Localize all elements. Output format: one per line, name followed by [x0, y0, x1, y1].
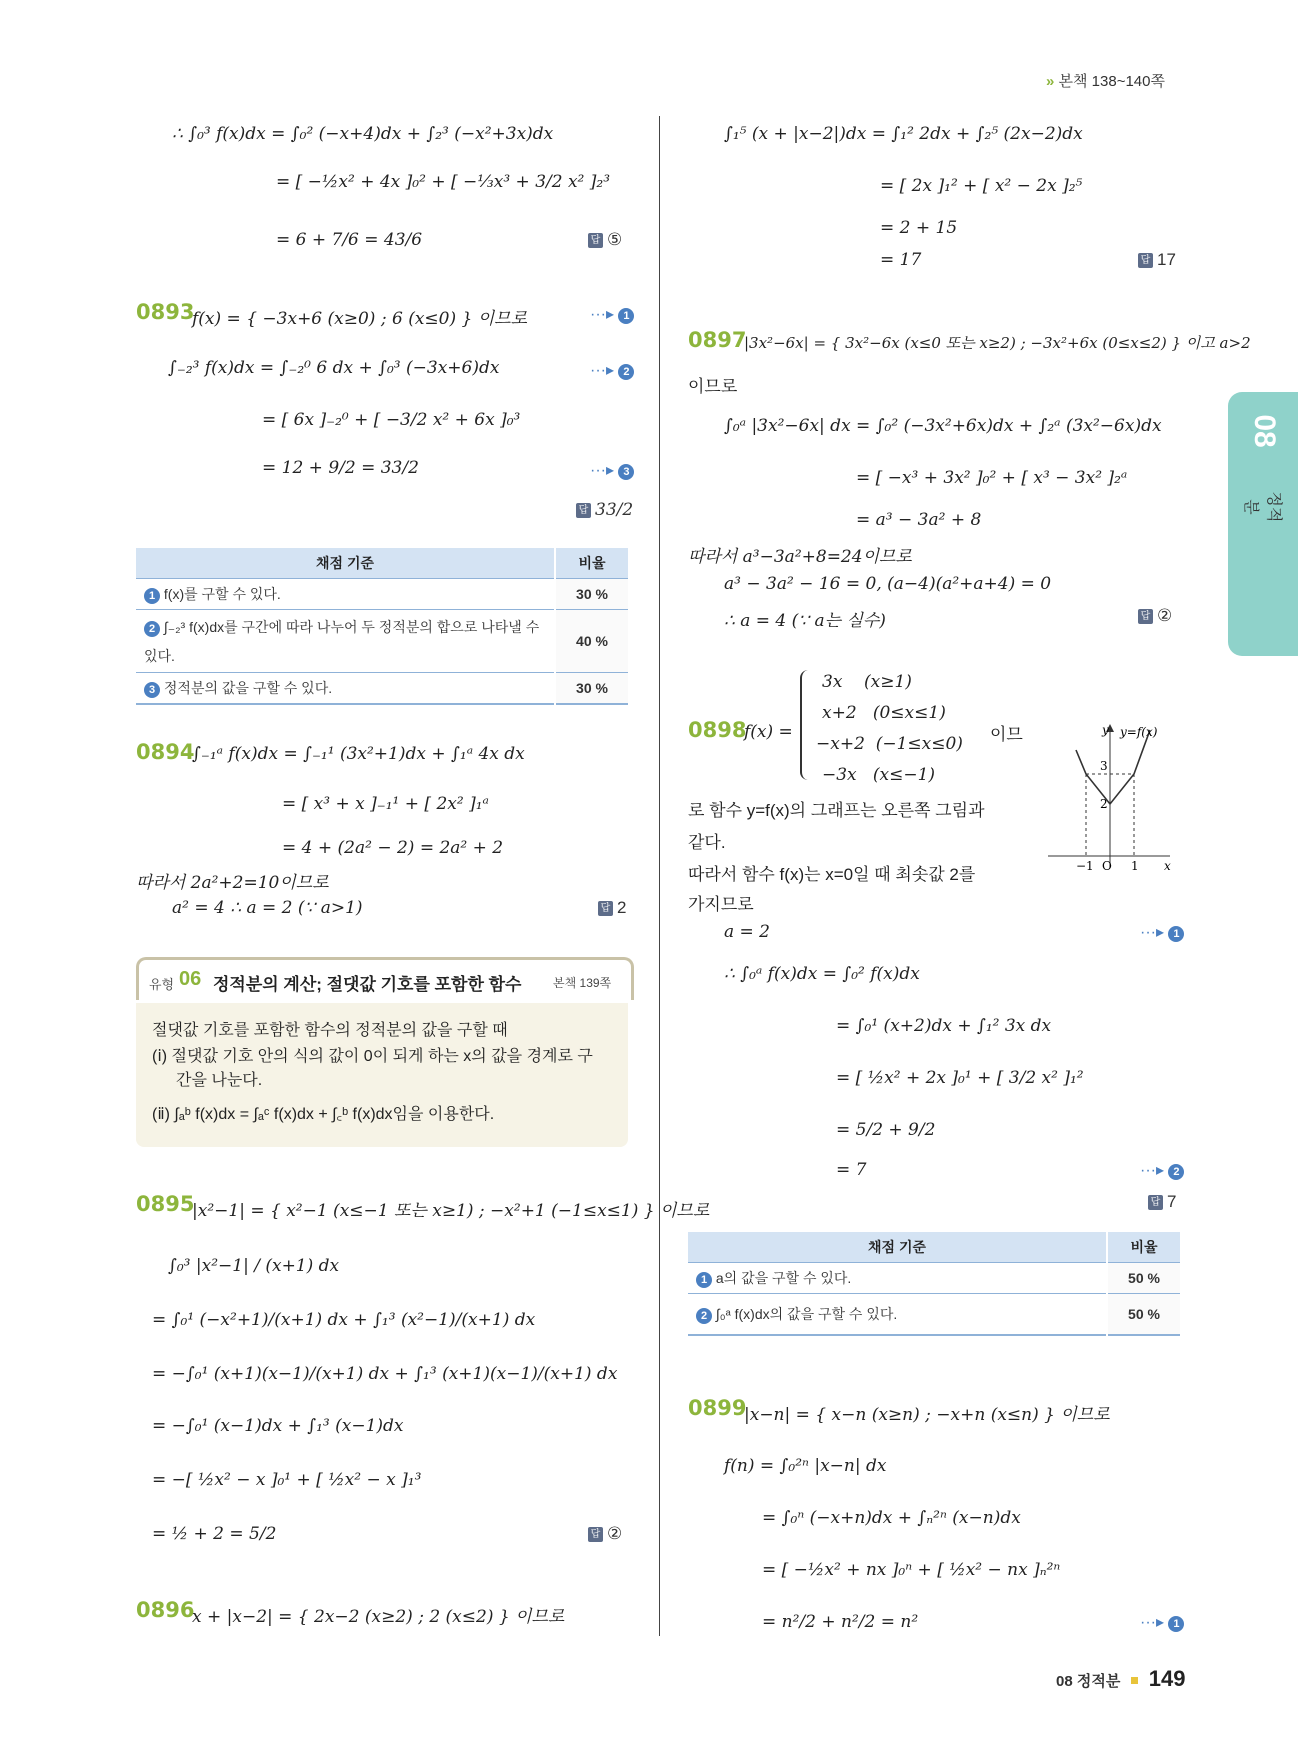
grading-header-ratio: 비율	[555, 548, 628, 579]
answer-0896: 답 17	[1138, 250, 1176, 270]
answer-mark-icon: 답	[1138, 609, 1153, 624]
p0895-line-4: = −∫₀¹ (x+1)(x−1)/(x+1) dx + ∫₁³ (x+1)(x−1)/(x+1) dx	[152, 1364, 618, 1384]
graph-x-label: x	[1164, 859, 1171, 870]
type-06-box	[136, 957, 628, 1147]
p0898-line-10: = 5/2 + 9/2	[836, 1120, 936, 1140]
page-ref: » 본책 138~140쪽	[1046, 73, 1165, 90]
graph-tick-y3: 3	[1100, 759, 1108, 773]
p0894-line-3: = 4 + (2a² − 2) = 2a² + 2	[282, 838, 504, 858]
p0895-line-5: = −∫₀¹ (x−1)dx + ∫₁³ (x−1)dx	[152, 1416, 404, 1436]
left-top-line-3: = 6 + 7/6 = 43/6	[276, 230, 423, 250]
p0898-line-7: ∴ ∫₀ᵃ f(x)dx = ∫₀² f(x)dx	[724, 964, 920, 984]
p0893-line-1: f(x) = { −3x+6 (x≥0) ; 6 (x≤0) } 이므로	[192, 309, 527, 329]
p0898-fx: f(x) =	[744, 722, 793, 742]
double-chevron-icon: »	[1046, 73, 1055, 90]
p0898-case-3: −x+2 (−1≤x≤0)	[816, 734, 963, 754]
table-row: 2 ∫₀ᵃ f(x)dx의 값을 구할 수 있다. 50 %	[688, 1294, 1180, 1336]
problem-number-0893: 0893	[136, 300, 195, 324]
type-06-header: 유형 06 정적분의 계산; 절댓값 기호를 포함한 함수 본책 139쪽	[136, 957, 634, 1000]
graph-tick-y2: 2	[1100, 797, 1108, 811]
p0896-line-1: x + |x−2| = { 2x−2 (x≥2) ; 2 (x≤2) } 이므로	[192, 1607, 565, 1627]
p0898-line-2: 로 함수 y=f(x)의 그래프는 오른쪽 그림과	[688, 801, 985, 820]
answer-mark-icon: 답	[1138, 253, 1153, 268]
p0895-line-1: |x²−1| = { x²−1 (x≤−1 또는 x≥1) ; −x²+1 (−1≤x≤1) } 이므로	[192, 1201, 710, 1221]
left-top-line-2: = [ −½x² + 4x ]₀² + [ −⅓x³ + 3/2 x² ]₂³	[276, 172, 611, 192]
p0898-graph	[1046, 720, 1176, 870]
p0895-line-6: = −[ ½x² − x ]₀¹ + [ ½x² − x ]₁³	[152, 1470, 422, 1490]
p0898-line-9: = [ ½x² + 2x ]₀¹ + [ 3/2 x² ]₁²	[836, 1068, 1084, 1088]
p0898-line-8: = ∫₀¹ (x+2)dx + ∫₁² 3x dx	[836, 1016, 1052, 1036]
answer-0893: 답 33/2	[576, 500, 633, 520]
answer-0895: 답 ②	[588, 1524, 622, 1544]
p0899-line-4: = [ −½x² + nx ]₀ⁿ + [ ½x² − nx ]ₙ²ⁿ	[762, 1560, 1061, 1580]
answer-mark-icon: 답	[588, 233, 603, 248]
answer-0898: 답 7	[1148, 1192, 1176, 1212]
page-number: 149	[1148, 1666, 1186, 1691]
p0897-line-7: a³ − 3a² − 16 = 0, (a−4)(a²+a+4) = 0	[724, 574, 1052, 594]
footer-square-icon	[1131, 1677, 1138, 1684]
p0897-line-4: = [ −x³ + 3x² ]₀² + [ x³ − 3x² ]₂ᵃ	[856, 468, 1128, 488]
graph-tick-x1: 1	[1131, 859, 1139, 870]
footer	[1056, 1666, 1186, 1692]
column-divider	[659, 116, 660, 1636]
grading-table-1	[136, 548, 628, 705]
p0898-line-6: a = 2	[724, 922, 771, 942]
grading-table-2	[688, 1232, 1180, 1336]
p0898-case-2: x+2 (0≤x≤1)	[822, 703, 946, 723]
left-top-line-1: ∴ ∫₀³ f(x)dx = ∫₀² (−x+4)dx + ∫₂³ (−x²+3x)dx	[172, 124, 554, 144]
p0899-step-1: ···▸ 1	[1140, 1612, 1184, 1632]
problem-number-0895: 0895	[136, 1192, 195, 1216]
grading-header-ratio: 비율	[1107, 1232, 1180, 1263]
right-top-line-4: = 17	[880, 250, 922, 270]
p0895-line-7: = ½ + 2 = 5/2	[152, 1524, 277, 1544]
p0893-step-3: ···▸ 3	[590, 460, 634, 480]
p0894-line-2: = [ x³ + x ]₋₁¹ + [ 2x² ]₁ᵃ	[282, 794, 489, 814]
footer-chapter: 08 정적분	[1056, 1673, 1121, 1690]
answer-mark-icon: 답	[576, 503, 591, 518]
answer-0892: 답 ⑤	[588, 230, 622, 250]
table-row: 1 f(x)를 구할 수 있다. 30 %	[136, 579, 628, 610]
problem-number-0897: 0897	[688, 328, 747, 352]
p0898-cases-brace	[800, 670, 812, 780]
p0893-line-3: = [ 6x ]₋₂⁰ + [ −3/2 x² + 6x ]₀³	[262, 410, 521, 430]
p0897-line-1: |3x²−6x| = { 3x²−6x (x≤0 또는 x≥2) ; −3x²+6x (0≤x≤2) } 이고 a>2	[744, 334, 1251, 352]
p0898-line-4: 따라서 함수 f(x)는 x=0일 때 최솟값 2를	[688, 865, 976, 884]
p0894-line-1: ∫₋₁ᵃ f(x)dx = ∫₋₁¹ (3x²+1)dx + ∫₁ᵃ 4x dx	[192, 744, 525, 764]
right-top-line-3: = 2 + 15	[880, 218, 958, 238]
p0899-line-1: |x−n| = { x−n (x≥n) ; −x+n (x≤n) } 이므로	[744, 1405, 1110, 1425]
p0895-line-2: ∫₀³ |x²−1| / (x+1) dx	[168, 1256, 340, 1276]
p0898-line-3: 같다.	[688, 833, 726, 852]
p0894-line-5: a² = 4 ∴ a = 2 (∵ a>1)	[172, 898, 363, 918]
graph-tick-xm1: −1	[1076, 859, 1094, 870]
p0897-line-5: = a³ − 3a² + 8	[856, 510, 982, 530]
p0898-line-5: 가지므로	[688, 895, 754, 914]
right-top-line-1: ∫₁⁵ (x + |x−2|)dx = ∫₁² 2dx + ∫₂⁵ (2x−2)dx	[724, 124, 1083, 144]
problem-number-0899: 0899	[688, 1396, 747, 1420]
p0897-line-8: ∴ a = 4 (∵ a는 실수)	[724, 611, 886, 631]
problem-number-0896: 0896	[136, 1598, 195, 1622]
p0898-case-1: 3x (x≥1)	[822, 672, 912, 692]
p0894-line-4: 따라서 2a²+2=10이므로	[136, 873, 329, 893]
table-row: 3 정적분의 값을 구할 수 있다. 30 %	[136, 673, 628, 705]
answer-0894: 답 2	[598, 898, 626, 918]
answer-0897: 답 ②	[1138, 606, 1172, 626]
chapter-tab	[1228, 392, 1298, 656]
table-row: 2 ∫₋₂³ f(x)dx를 구간에 따라 나누어 두 정적분의 합으로 나타낼 수 있다. 40 %	[136, 610, 628, 673]
answer-mark-icon: 답	[598, 901, 613, 916]
p0893-line-4: = 12 + 9/2 = 33/2	[262, 458, 419, 478]
table-row: 1 a의 값을 구할 수 있다. 50 %	[688, 1263, 1180, 1294]
chapter-tab-label: 정적분	[1242, 491, 1282, 523]
right-top-line-2: = [ 2x ]₁² + [ x² − 2x ]₂⁵	[880, 176, 1083, 196]
problem-number-0894: 0894	[136, 740, 195, 764]
p0898-suffix: 이므	[990, 725, 1023, 744]
p0899-line-3: = ∫₀ⁿ (−x+n)dx + ∫ₙ²ⁿ (x−n)dx	[762, 1508, 1021, 1528]
p0893-step-1: ···▸ 1	[590, 304, 634, 324]
graph-origin: O	[1102, 859, 1112, 870]
p0898-case-4: −3x (x≤−1)	[822, 765, 936, 785]
p0897-line-6: 따라서 a³−3a²+8=24이므로	[688, 547, 912, 567]
p0897-line-2: 이므로	[688, 377, 738, 396]
graph-curve	[1076, 730, 1150, 804]
p0895-line-3: = ∫₀¹ (−x²+1)/(x+1) dx + ∫₁³ (x²−1)/(x+1) dx	[152, 1310, 536, 1330]
graph-curve-label: y=f(x)	[1120, 725, 1158, 739]
p0897-line-3: ∫₀ᵃ |3x²−6x| dx = ∫₀² (−3x²+6x)dx + ∫₂ᵃ (3x²−6x)dx	[724, 416, 1162, 436]
p0899-line-2: f(n) = ∫₀²ⁿ |x−n| dx	[724, 1456, 887, 1476]
p0893-step-2: ···▸ 2	[590, 360, 634, 380]
p0893-line-2: ∫₋₂³ f(x)dx = ∫₋₂⁰ 6 dx + ∫₀³ (−3x+6)dx	[168, 358, 500, 378]
answer-mark-icon: 답	[1148, 1195, 1163, 1210]
p0898-line-11: = 7	[836, 1160, 867, 1180]
chapter-tab-number: 08	[1248, 414, 1281, 448]
graph-y-label: y	[1102, 723, 1109, 737]
p0898-step-2: ···▸ 2	[1140, 1160, 1184, 1180]
grading-header-criteria: 채점 기준	[136, 548, 555, 579]
type-06-body: 절댓값 기호를 포함한 함수의 정적분의 값을 구할 때 (ⅰ) 절댓값 기호 안의 식의 값이 0이 되게 하는 x의 값을 경계로 구 간을 나눈다. (ⅱ) ∫ₐᵇ f(x)dx = ∫ₐᶜ f(x)dx + ∫꜀ᵇ f(x)dx임을 이용한다.	[136, 1003, 628, 1147]
p0898-step-1: ···▸ 1	[1140, 922, 1184, 942]
problem-number-0898: 0898	[688, 718, 747, 742]
p0899-line-5: = n²/2 + n²/2 = n²	[762, 1612, 919, 1632]
answer-mark-icon: 답	[588, 1527, 603, 1542]
grading-header-criteria: 채점 기준	[688, 1232, 1107, 1263]
